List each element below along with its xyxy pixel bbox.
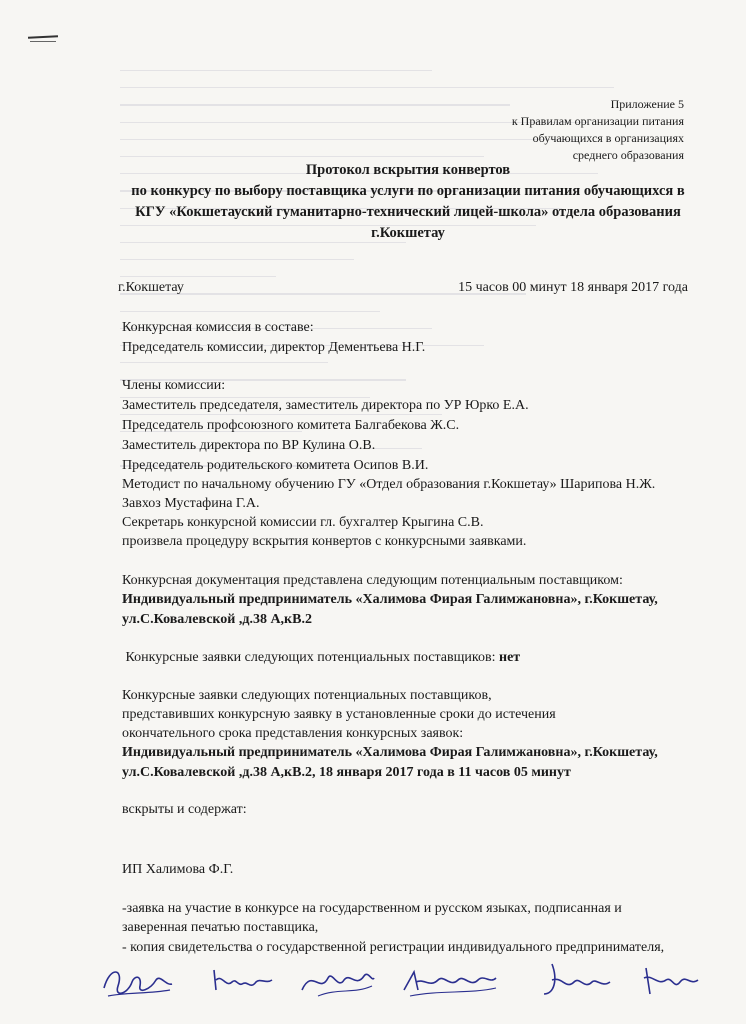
member-line: Заместитель директора по ВР Кулина О.В. xyxy=(122,438,376,453)
place: г.Кокшетау xyxy=(118,280,184,295)
title-line: по конкурсу по выбору поставщика услуги по организации питания обучающихся в xyxy=(131,183,685,199)
contents-line: заверенная печатью поставщика, xyxy=(122,920,319,935)
bids-supplier-line: Индивидуальный предприниматель «Халимова Фирая Галимжановна», г.Кокшетау, xyxy=(122,745,658,760)
member-line: Председатель профсоюзного комитета Балгабекова Ж.С. xyxy=(122,418,460,433)
member-line: Заместитель председателя, заместитель директора по УР Юрко Е.А. xyxy=(122,398,529,413)
annex-block xyxy=(512,96,684,164)
commission-chair: Председатель комиссии, директор Дементьева Н.Г. xyxy=(122,340,426,355)
commission-intro: Конкурсная комиссия в составе: xyxy=(122,320,314,335)
contents-line: - копия свидетельства о государственной регистрации индивидуального предпринимателя, xyxy=(122,940,665,955)
opened-line: вскрыты и содержат: xyxy=(122,802,247,817)
signatures-row xyxy=(90,960,710,1006)
member-line: Завхоз Мустафина Г.А. xyxy=(122,496,260,511)
signature-5 xyxy=(538,960,618,1004)
signature-2 xyxy=(208,960,278,1004)
members-header: Члены комиссии: xyxy=(122,378,226,393)
no-bids-text: Конкурсные заявки следующих потенциальных поставщиков: xyxy=(122,650,499,665)
no-bids-line xyxy=(122,648,520,668)
bids-line: окончательного срока представления конкурсных заявок: xyxy=(122,726,464,741)
signature-4 xyxy=(400,960,500,1004)
member-line: Методист по начальному обучению ГУ «Отдел образования г.Кокшетау» Шарипова Н.Ж. xyxy=(122,477,656,492)
no-bids-value: нет xyxy=(499,650,521,665)
member-line: Председатель родительского комитета Осипов В.И. xyxy=(122,458,429,473)
datetime: 15 часов 00 минут 18 января 2017 года xyxy=(458,280,688,295)
contents-line: -заявка на участие в конкурсе на государственном и русском языках, подписанная и xyxy=(122,901,622,916)
bids-line: представивших конкурсную заявку в установленные сроки до истечения xyxy=(122,707,556,722)
annex-line: Приложение 5 xyxy=(610,97,684,111)
docs-intro: Конкурсная документация представлена следующим потенциальным поставщиком: xyxy=(122,573,623,588)
signature-6 xyxy=(638,960,708,1004)
annex-line: обучающихся в организациях xyxy=(532,131,684,145)
member-line: Секретарь конкурсной комиссии гл. бухгалтер Крыгина С.В. xyxy=(122,515,484,530)
scan-mark xyxy=(28,35,58,39)
docs-supplier-line: ул.С.Ковалевской ,д.38 А,кВ.2 xyxy=(122,612,312,627)
procedure-line: произвела процедуру вскрытия конвертов с конкурсными заявками. xyxy=(122,534,527,549)
annex-line: к Правилам организации питания xyxy=(511,114,684,128)
title-line: КГУ «Кокшетауский гуманитарно-технический лицей-школа» отдела образования xyxy=(135,204,681,220)
ip-name: ИП Халимова Ф.Г. xyxy=(122,862,234,877)
bids-line: Конкурсные заявки следующих потенциальных поставщиков, xyxy=(122,688,492,703)
docs-supplier-line: Индивидуальный предприниматель «Халимова Фирая Галимжановна», г.Кокшетау, xyxy=(122,592,658,607)
signature-1 xyxy=(98,960,178,1004)
signature-3 xyxy=(298,960,378,1004)
bids-supplier-line: ул.С.Ковалевской ,д.38 А,кВ.2, 18 января 2017 года в 11 часов 05 минут xyxy=(122,765,571,780)
annex-line: среднего образования xyxy=(572,148,684,162)
document-title xyxy=(118,160,698,244)
title-line: г.Кокшетау xyxy=(371,225,445,241)
scan-mark-2 xyxy=(30,41,56,42)
title-line: Протокол вскрытия конвертов xyxy=(305,162,511,178)
